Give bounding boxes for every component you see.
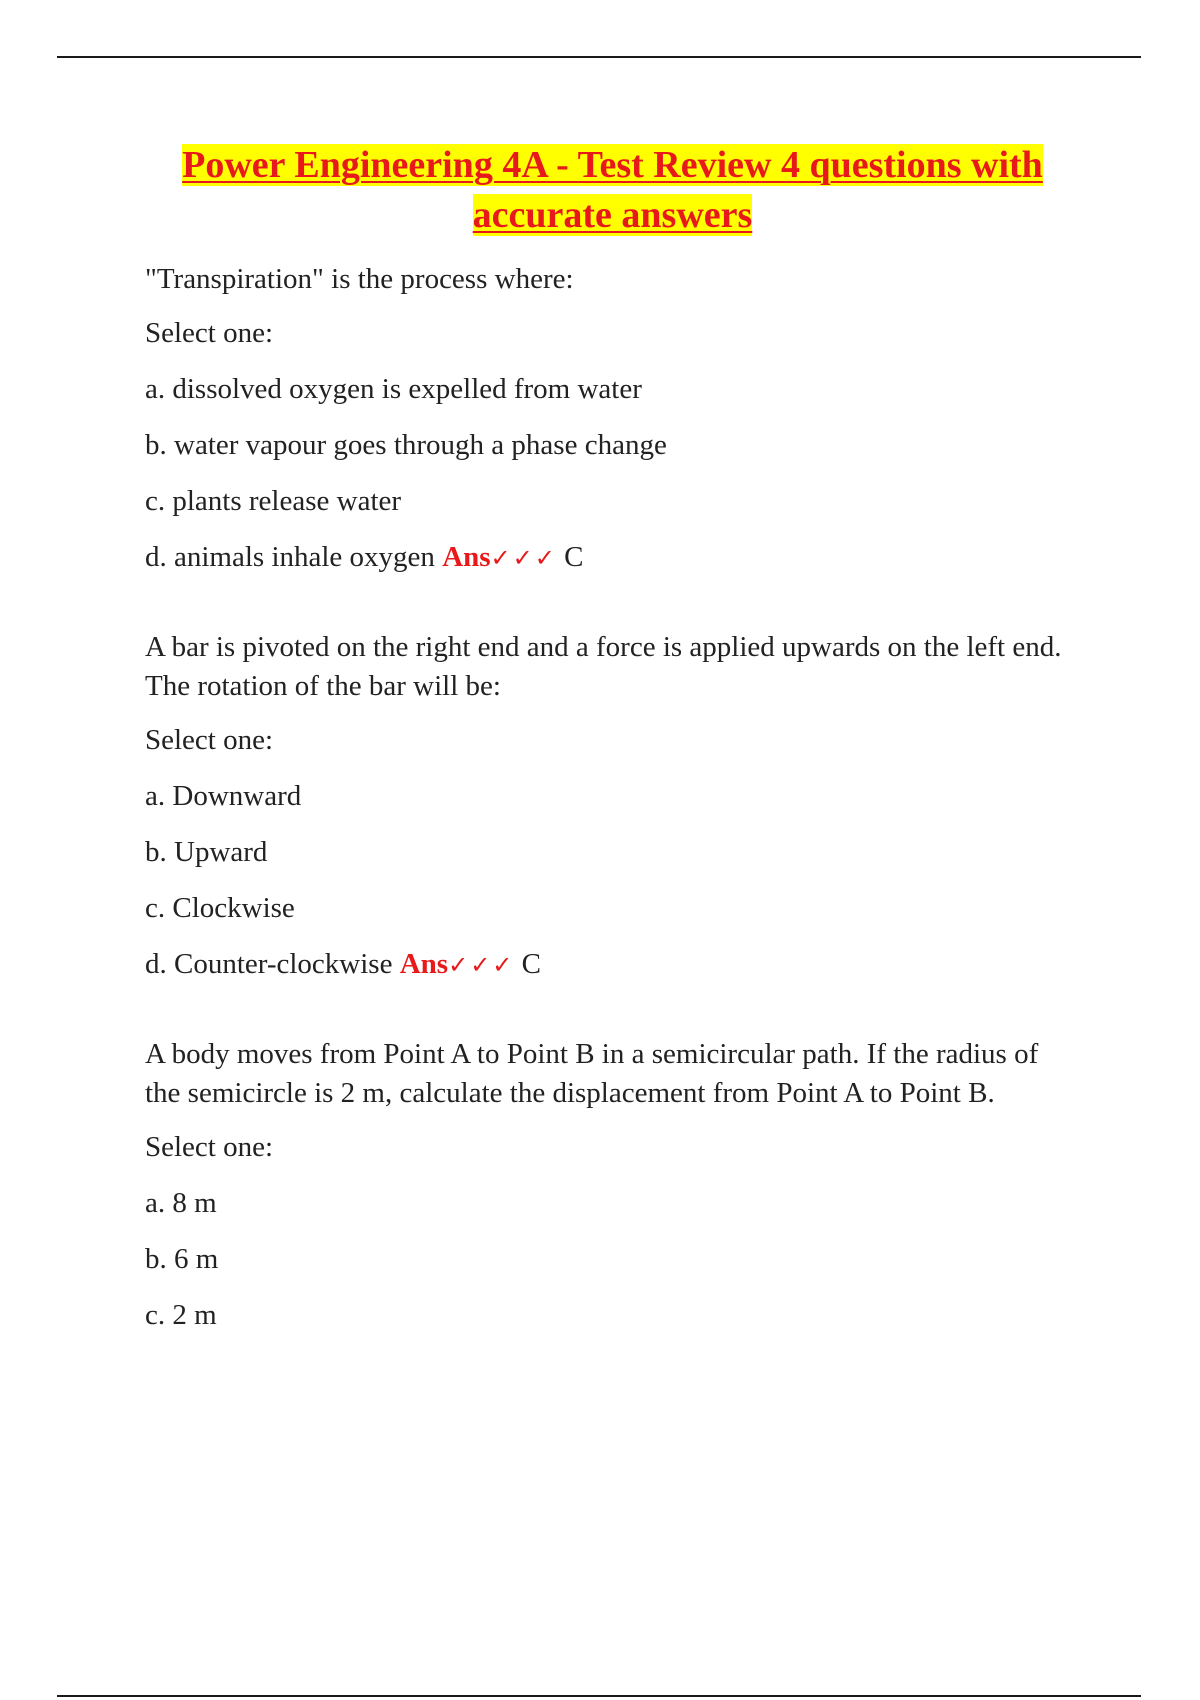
question-1-select-label: Select one:: [145, 317, 274, 349]
question-1-option-d: d. animals inhale oxygen: [145, 541, 435, 573]
question-1: [145, 260, 1080, 578]
question-3-option-b: b. 6 m: [145, 1243, 219, 1275]
checkmark-icon: ✓✓✓: [448, 951, 515, 979]
question-2-stem: A bar is pivoted on the right end and a force is applied upwards on the left end. The rotation of the bar will be:: [145, 631, 1062, 702]
top-divider: [57, 56, 1141, 58]
document-page: [145, 140, 1080, 1352]
question-2-option-d-line: [145, 945, 1080, 985]
question-2-answer-label: Ans: [399, 948, 449, 980]
question-2-select-label: Select one:: [145, 724, 274, 756]
question-1-answer: C: [564, 541, 584, 573]
question-2-answer: C: [521, 948, 541, 980]
checkmark-icon: ✓✓✓: [490, 544, 557, 572]
bottom-divider: [57, 1695, 1141, 1697]
question-3: [145, 1035, 1080, 1335]
question-1-option-b: b. water vapour goes through a phase change: [145, 429, 667, 461]
question-2-option-a: a. Downward: [145, 780, 302, 812]
question-2-option-c: c. Clockwise: [145, 892, 295, 924]
question-3-option-a: a. 8 m: [145, 1187, 217, 1219]
question-3-select-label: Select one:: [145, 1131, 274, 1163]
title-line-1: Power Engineering 4A - Test Review 4 questions with: [182, 144, 1043, 186]
question-2-option-d: d. Counter-clockwise: [145, 948, 393, 980]
title-line-2: accurate answers: [472, 194, 753, 236]
question-1-stem: "Transpiration" is the process where:: [145, 263, 574, 295]
question-1-option-a: a. dissolved oxygen is expelled from water: [145, 373, 642, 405]
question-2-option-b: b. Upward: [145, 836, 268, 868]
document-title: [145, 140, 1080, 240]
question-2: [145, 628, 1080, 985]
question-1-option-d-line: [145, 538, 1080, 578]
question-3-option-c: c. 2 m: [145, 1299, 217, 1331]
question-1-option-c: c. plants release water: [145, 485, 402, 517]
question-1-answer-label: Ans: [442, 541, 491, 573]
question-3-stem: A body moves from Point A to Point B in a semicircular path. If the radius of the semicircle is 2 m, calculate the displacement from Point A to Point B.: [145, 1038, 1039, 1109]
